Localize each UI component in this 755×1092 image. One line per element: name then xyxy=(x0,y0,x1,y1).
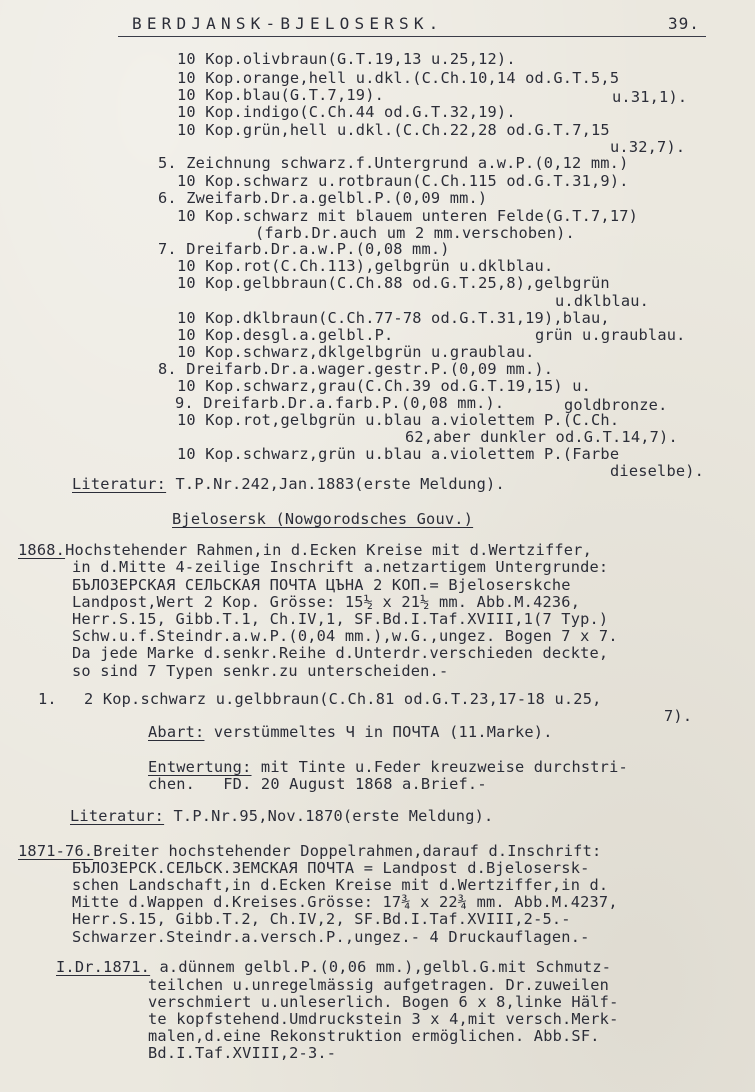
cancellation-text: mit Tinte u.Feder kreuzweise durchstri- xyxy=(251,758,628,776)
list-line: 10 Kop.grün,hell u.dkl.(C.Ch.22,28 od.G.T.7,15 xyxy=(177,121,610,139)
literature-label: Literatur: xyxy=(70,807,165,825)
paragraph-line: malen,d.eine Rekonstruktion ermöglichen. Abb.SF. xyxy=(148,1027,600,1045)
paragraph-line: Herr.S.15, Gibb.T.1, Ch.IV,1, SF.Bd.I.Taf.XVIII,1(7 Typ.) xyxy=(72,610,609,628)
cancellation-note xyxy=(148,758,628,776)
list-line: (farb.Dr.auch um 2 mm.verschoben). xyxy=(255,224,575,242)
paragraph-line: Schw.u.f.Steindr.a.w.P.(0,04 mm.),w.G.,ungez. Bogen 7 x 7. xyxy=(72,627,618,645)
printing-label: I.Dr.1871. xyxy=(56,958,151,976)
list-line: 10 Kop.schwarz u.rotbraun(C.Ch.115 od.G.T.31,9). xyxy=(177,172,629,190)
literature-reference xyxy=(70,807,493,825)
paragraph-line: Herr.S.15, Gibb.T.2, Ch.IV,2, SF.Bd.I.Taf.XVIII,2-5.- xyxy=(72,910,571,928)
variety-text: verstümmeltes Ч in ПОЧТА (11.Marke). xyxy=(204,723,553,741)
paragraph-line: teilchen u.unregelmässig aufgetragen. Dr.zuweilen xyxy=(148,976,610,994)
list-line: goldbronze. xyxy=(564,396,668,414)
issue-1871-line xyxy=(18,842,601,860)
literature-text: T.P.Nr.95,Nov.1870(erste Meldung). xyxy=(164,807,494,825)
running-head-title: BERDJANSK-BJELOSERSK. xyxy=(132,14,444,33)
list-line: 10 Kop.rot,gelbgrün u.blau a.violettem P.(C.Ch. xyxy=(177,411,620,429)
list-line: 10 Kop.schwarz mit blauem unteren Felde(G.T.7,17) xyxy=(177,207,639,225)
paragraph-line: Da jede Marke d.senkr.Reihe d.Unterdr.verschieden deckte, xyxy=(72,644,609,662)
list-line: 10 Kop.gelbbraun(C.Ch.88 od.G.T.25,8),gelbgrün xyxy=(177,274,610,292)
list-line: 10 Kop.blau(G.T.7,19). xyxy=(177,86,385,104)
header-rule xyxy=(118,36,706,37)
paragraph-line: БЪЛОЗЕРСКАЯ СЕЛЬСКАЯ ПОЧТА ЦЪНА 2 КОП.= Bjeloserskche xyxy=(72,576,571,594)
variety-label: Abart: xyxy=(148,723,205,741)
issue-1868-line xyxy=(18,541,592,559)
item-line: 2 Kop.schwarz u.gelbbraun(C.Ch.81 od.G.T.23,17-18 u.25, xyxy=(84,690,602,708)
paragraph-line: Bd.I.Taf.XVIII,2-3.- xyxy=(148,1044,337,1062)
list-line: 10 Kop.schwarz,dklgelbgrün u.graublau. xyxy=(177,343,535,361)
paragraph-line: Breiter hochstehender Doppelrahmen,darauf d.Inschrift: xyxy=(93,842,602,860)
list-line: 10 Kop.dklbraun(C.Ch.77-78 od.G.T.31,19),blau, xyxy=(177,309,610,327)
variety-note xyxy=(148,723,553,741)
list-line: grün u.graublau. xyxy=(535,326,686,344)
list-line: 10 Kop.olivbraun(G.T.19,13 u.25,12). xyxy=(177,50,516,68)
list-line: 10 Kop.orange,hell u.dkl.(C.Ch.10,14 od.G.T.5,5 xyxy=(177,69,620,87)
paragraph-line: a.dünnem gelbl.P.(0,06 mm.),gelbl.G.mit Schmutz- xyxy=(150,958,612,976)
list-line: 10 Kop.rot(C.Ch.113),gelbgrün u.dklblau. xyxy=(177,257,554,275)
list-line: 8. Dreifarb.Dr.a.wager.gestr.P.(0,09 mm.). xyxy=(158,360,554,378)
page-number: 39. xyxy=(668,14,700,33)
list-line: 9. Dreifarb.Dr.a.farb.P.(0,08 mm.). xyxy=(175,394,505,412)
list-line: 7. Dreifarb.Dr.a.w.P.(0,08 mm.) xyxy=(158,240,450,258)
item-number: 1. xyxy=(38,690,57,708)
paragraph-line: so sind 7 Typen senkr.zu unterscheiden.- xyxy=(72,662,449,680)
issue-year-1871: 1871-76. xyxy=(18,842,94,860)
section-heading: Bjelosersk (Nowgorodsches Gouv.) xyxy=(172,510,474,528)
paragraph-line: verschmiert u.unleserlich. Bogen 6 x 8,linke Hälf- xyxy=(148,993,619,1011)
literature-label: Literatur: xyxy=(72,475,167,493)
list-line: 10 Kop.schwarz,grau(C.Ch.39 od.G.T.19,15) u. xyxy=(177,377,592,395)
literature-reference xyxy=(72,475,505,493)
paragraph-line: te kopfstehend.Umdruckstein 3 x 4,mit versch.Merk- xyxy=(148,1010,619,1028)
list-line: u.32,7). xyxy=(610,138,686,156)
list-line: 62,aber dunkler od.G.T.14,7). xyxy=(405,428,678,446)
list-line: 10 Kop.schwarz,grün u.blau a.violettem P.(Farbe xyxy=(177,445,620,463)
list-line: u.dklblau. xyxy=(555,292,650,310)
issue-year-1868: 1868. xyxy=(18,541,66,559)
list-line: 6. Zweifarb.Dr.a.gelbl.P.(0,09 mm.) xyxy=(158,189,488,207)
list-line: 10 Kop.desgl.a.gelbl.P. xyxy=(177,326,394,344)
list-line: u.31,1). xyxy=(612,88,688,106)
paragraph-line: schen Landschaft,in d.Ecken Kreise mit d.Wertziffer,in d. xyxy=(72,876,609,894)
paragraph-line: Mitte d.Wappen d.Kreises.Grösse: 17¾ x 22¾ mm. Abb.M.4237, xyxy=(72,893,618,911)
item-line: 7). xyxy=(664,707,693,725)
paragraph-line: Hochstehender Rahmen,in d.Ecken Kreise mit d.Wertziffer, xyxy=(65,541,592,559)
list-line: dieselbe). xyxy=(610,462,705,480)
paragraph-line: БЪЛОЗЕРСК.СЕЛЬСК.ЗЕМСКАЯ ПОЧТА = Landpost d.Bjelosersk- xyxy=(72,859,590,877)
list-line: 5. Zeichnung schwarz.f.Untergrund a.w.P.(0,12 mm.) xyxy=(158,154,629,172)
printing-line xyxy=(56,958,611,976)
literature-text: T.P.Nr.242,Jan.1883(erste Meldung). xyxy=(166,475,505,493)
paragraph-line: Schwarzer.Steindr.a.versch.P.,ungez.- 4 Druckauflagen.- xyxy=(72,928,590,946)
list-line: 10 Kop.indigo(C.Ch.44 od.G.T.32,19). xyxy=(177,103,516,121)
paragraph-line: in d.Mitte 4-zeilige Inschrift a.netzartigem Untergrunde: xyxy=(72,558,609,576)
cancellation-label: Entwertung: xyxy=(148,758,252,776)
cancellation-line: chen. FD. 20 August 1868 a.Brief.- xyxy=(148,775,487,793)
paragraph-line: Landpost,Wert 2 Kop. Grösse: 15½ x 21½ mm. Abb.M.4236, xyxy=(72,593,581,611)
